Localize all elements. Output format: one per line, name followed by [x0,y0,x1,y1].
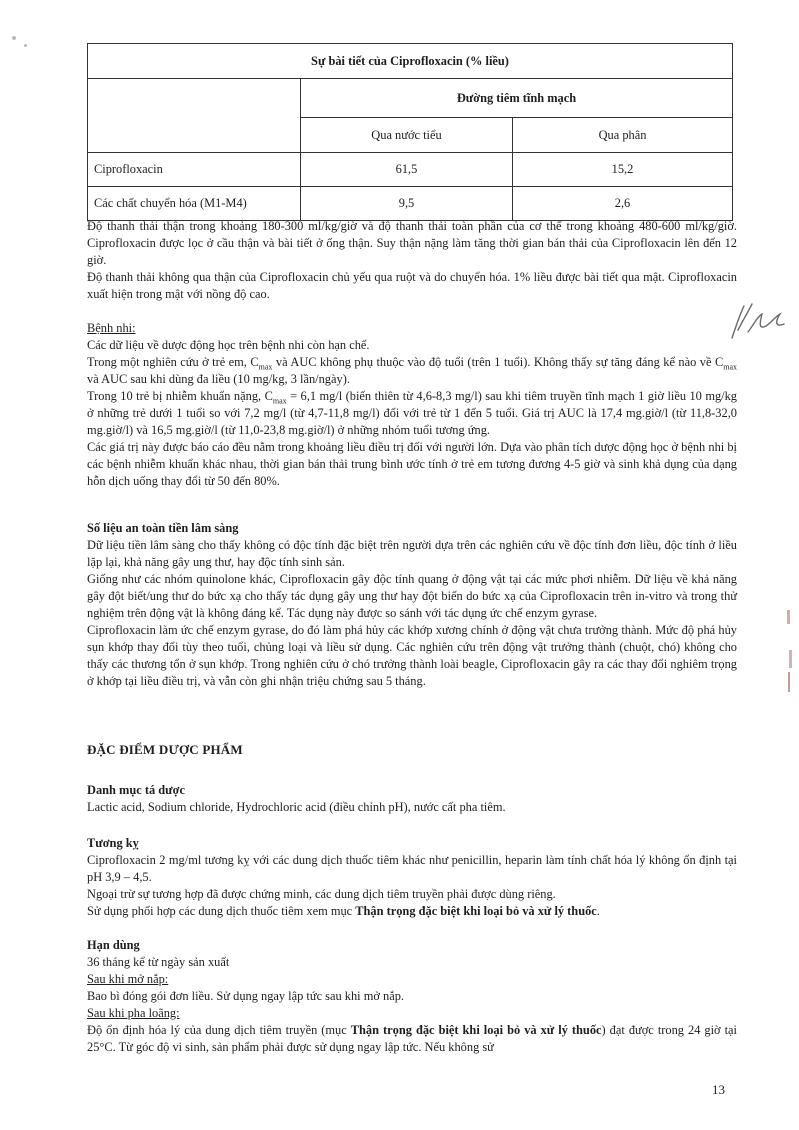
preclinical-paragraph: Dữ liệu tiền lâm sàng cho thấy không có độc tính đặc biệt trên người dựa trên các nghiên cứu về độc tính đơn liều, độc tính ở liều lặp lại, khả năng gây ung thư, hay độc tính sinh sản. [87,538,737,569]
table-row [88,153,733,187]
pharma-heading-block [87,741,737,758]
cell-urine: 61,5 [301,153,513,187]
row-label: Các chất chuyển hóa (M1-M4) [88,187,301,221]
after-dilute-heading: Sau khi pha loãng: [87,1006,180,1020]
scan-speck [24,44,27,47]
excipients-text: Lactic acid, Sodium chloride, Hydrochloric acid (điều chỉnh pH), nước cất pha tiêm. [87,800,506,814]
shelf-life-text: 36 tháng kể từ ngày sản xuất [87,955,230,969]
pediatric-paragraph: Các dữ liệu về dược động học trên bệnh nhi còn hạn chế. [87,338,370,352]
col-header-feces: Qua phân [513,118,733,153]
col-header-urine: Qua nước tiểu [301,118,513,153]
cell-urine: 9,5 [301,187,513,221]
after-open-heading: Sau khi mở nắp: [87,972,169,986]
incompatibility-heading: Tương kỵ [87,836,139,850]
excretion-table [87,43,733,221]
clearance-paragraph: Độ thanh thải không qua thận của Ciprofloxacin chủ yếu qua ruột và do chuyển hóa. 1% liều được bài tiết qua mật. Ciprofloxacin xuất hiện trong mật với nồng độ cao. [87,270,737,301]
pharma-heading: ĐẶC ĐIỂM DƯỢC PHẨM [87,742,243,757]
shelf-life-section [87,937,737,1056]
page-number: 13 [712,1082,725,1097]
preclinical-heading: Số liệu an toàn tiền lâm sàng [87,521,239,535]
pediatric-section [87,320,737,490]
after-open-text: Bao bì đóng gói đơn liều. Sử dụng ngay lập tức sau khi mở nắp. [87,989,404,1003]
shelf-life-heading: Hạn dùng [87,938,140,952]
handwritten-initials [728,300,790,342]
incompatibility-section [87,835,737,920]
preclinical-paragraph: Ciprofloxacin làm ức chế enzym gyrase, do đó làm phá hủy các khớp xương chính ở động vật chưa trưởng thành. Mức độ phá hủy sụn khớp thay đổi tùy theo tuổi, chủng loại và liều sử dụng. Các nghiên cứu trên động vật trưởng thành (chuột, chó) không cho thấy các thương tổn ở sụn khớp. Trong nghiên cứu ở chó trưởng thành loài beagle, Ciprofloxacin gây ra các thay đổi nghiêm trọng ở khớp tại liều điều trị, và vẫn còn ghi nhận triệu chứng sau 5 tháng. [87,623,737,688]
after-dilute-text: Độ ổn định hóa lý của dung dịch tiêm truyền (mục Thận trọng đặc biệt khi loại bỏ và xử lý thuốc) đạt được trong 24 giờ tại 25°C. Từ góc độ vi sinh, sản phẩm phải được sử dụng ngay lập tức. Nếu không sử [87,1023,738,1054]
row-label: Ciprofloxacin [88,153,301,187]
preclinical-paragraph: Giống như các nhóm quinolone khác, Ciprofloxacin gây độc tính quang ở động vật tại các mức phơi nhiễm. Dữ liệu về khả năng gây đột biết/ung thư do bức xạ cho thấy tác dụng gây ung thư hay đột biến do bức xạ của Ciprofloxacin trên in-vitro và trong thử nghiệm trên động vật là không đáng kể. Tác dụng này được so sánh với tác dụng ức chế enzym gyrase. [87,572,737,620]
cell-feces: 2,6 [513,187,733,221]
margin-mark [788,672,790,692]
incompatibility-paragraph: Ciprofloxacin 2 mg/ml tương kỵ với các dung dịch thuốc tiêm khác như penicillin, heparin làm tính chất hóa lý không ổn định tại pH 3,9 – 4,5. [87,853,737,884]
table-corner-cell [88,79,301,153]
margin-mark [787,610,790,624]
table-title: Sự bài tiết của Ciprofloxacin (% liều) [88,44,733,79]
cell-feces: 15,2 [513,153,733,187]
pediatric-paragraph: Các giá trị này được báo cáo đều nằm trong khoảng liều điều trị đối với người lớn. Dựa vào phân tích dược động học ở bệnh nhi bị các bệnh nhiễm khuẩn khác nhau, thời gian bán thải trung bình ước tính ở trẻ em tương đương 4-5 giờ và sinh khả dụng của dạng hỗn dịch uống thay đổi từ 50 đến 80%. [87,440,737,488]
excipients-heading: Danh mục tá dược [87,783,185,797]
scan-speck [12,36,16,40]
clearance-paragraph: Độ thanh thải thận trong khoảng 180-300 ml/kg/giờ và độ thanh thải toàn phần của cơ thể trong khoảng 480-600 ml/kg/giờ. Ciprofloxacin được lọc ở cầu thận và bài tiết ở ống thận. Suy thận nặng làm tăng thời gian bán thải của Ciprofloxacin lên đến 12 giờ. [87,219,737,267]
preclinical-section [87,520,737,690]
pediatric-paragraph: Trong một nghiên cứu ở trẻ em, $C_{max}$ và AUC không phụ thuộc vào độ tuổi (trên 1 tuổi). Không thấy sự tăng đáng kể nào về $C_{max}$ và AUC sau khi dùng đa liều (10 mg/kg, 3 lần/ngày). [87,355,737,386]
pediatric-heading: Bệnh nhi: [87,321,136,335]
incompatibility-paragraph: Ngoại trừ sự tương hợp đã được chứng minh, các dung dịch tiêm truyền phải được dùng riêng. [87,887,556,901]
incompatibility-paragraph: Sử dụng phối hợp các dung dịch thuốc tiêm xem mục Thận trọng đặc biệt khi loại bỏ và xử lý thuốc. [87,904,600,918]
table-route-header: Đường tiêm tĩnh mạch [301,79,733,118]
margin-mark [789,650,792,668]
excipients-section [87,782,737,816]
clearance-section [87,218,737,303]
table-row [88,187,733,221]
pediatric-paragraph: Trong 10 trẻ bị nhiễm khuẩn nặng, $C_{max} = 6,1$ mg/l (biến thiên từ 4,6-8,3 mg/l) sau khi tiêm truyền tĩnh mạch 1 giờ liều 10 mg/kg ở những trẻ dưới 1 tuổi so với 7,2 mg/l (từ 4,7-11,8 mg/l) đối với trẻ từ 1 đến 5 tuổi. Giá trị AUC là 17,4 mg.giờ/l (từ 11,8-32,0 mg.giờ/l) và 16,5 mg.giờ/l (từ 11,0-23,8 mg.giờ/l) ở những nhóm tuổi tương ứng. [87,389,737,437]
